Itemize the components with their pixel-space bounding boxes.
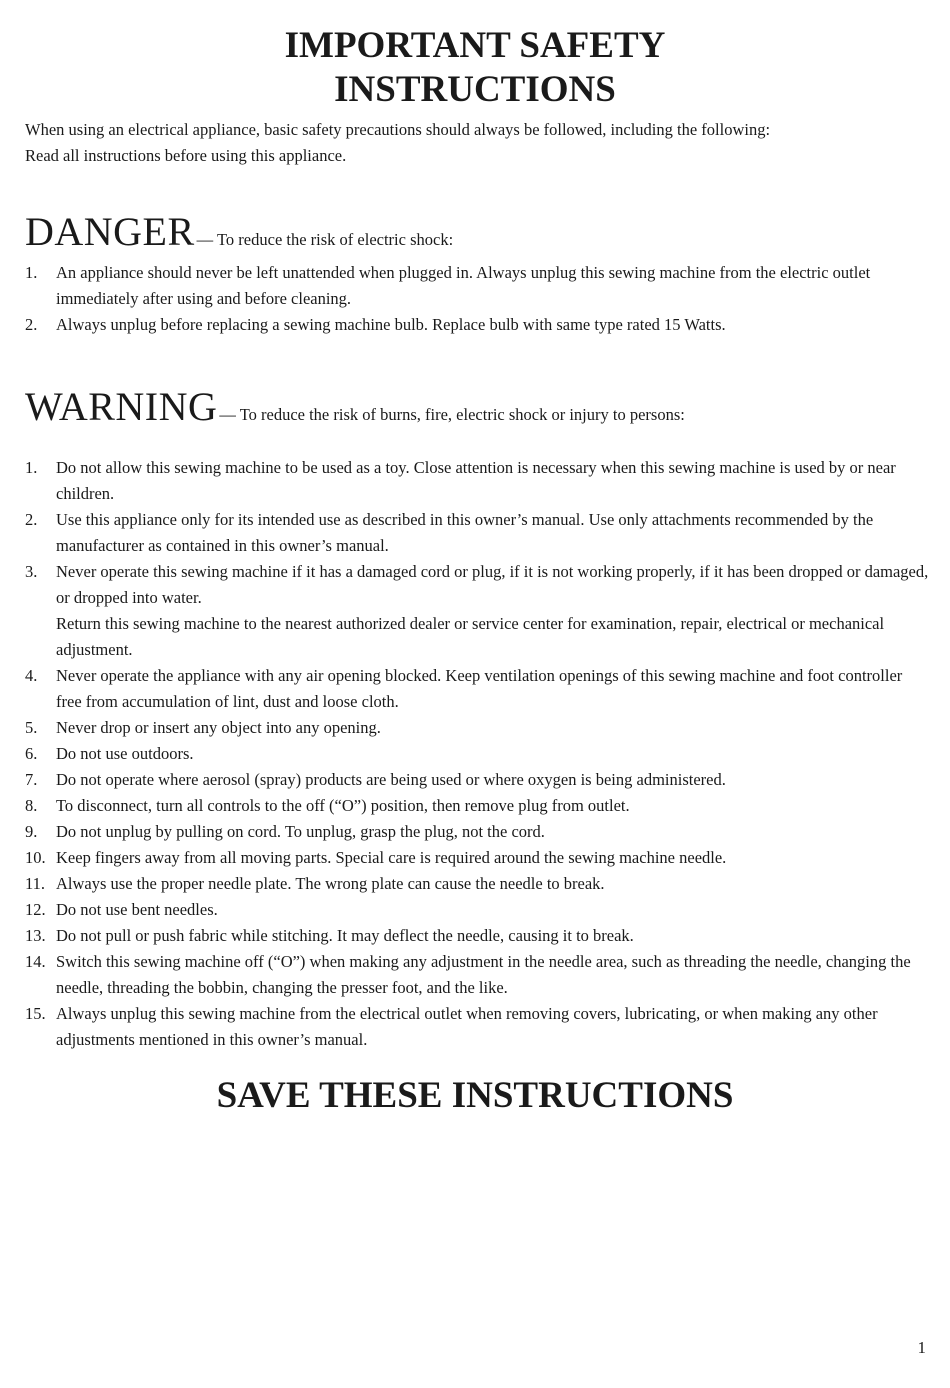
list-item-number: 9. bbox=[25, 822, 38, 841]
list-item bbox=[25, 559, 930, 663]
list-item bbox=[25, 260, 930, 312]
list-item-number: 6. bbox=[25, 744, 38, 763]
list-item-number: 7. bbox=[25, 770, 38, 789]
warning-list bbox=[25, 455, 930, 1053]
list-item bbox=[25, 949, 930, 1001]
list-item bbox=[25, 871, 930, 897]
list-item-number: 13. bbox=[25, 926, 46, 945]
list-item-text: Do not pull or push fabric while stitching. It may deflect the needle, causing it to break. bbox=[56, 926, 634, 945]
list-item-number: 1. bbox=[25, 458, 38, 477]
list-item-text: Never operate this sewing machine if it has a damaged cord or plug, if it is not working properly, if it has been dropped or damaged, or dropped into water. bbox=[56, 562, 929, 607]
page-title bbox=[0, 24, 950, 112]
page-number: 1 bbox=[917, 1338, 926, 1357]
list-item bbox=[25, 663, 930, 715]
list-item-text: Do not use bent needles. bbox=[56, 900, 218, 919]
list-item-number: 10. bbox=[25, 848, 46, 867]
save-instructions-heading: SAVE THESE INSTRUCTIONS bbox=[216, 1075, 734, 1116]
list-item-text: Never drop or insert any object into any opening. bbox=[56, 718, 381, 737]
list-item-number: 5. bbox=[25, 718, 38, 737]
list-item-text: Do not use outdoors. bbox=[56, 744, 194, 763]
list-item-number: 11. bbox=[25, 874, 46, 893]
list-item-text: Keep fingers away from all moving parts. Special care is required around the sewing machine needle. bbox=[56, 848, 727, 867]
list-item-text: Never operate the appliance with any air opening blocked. Keep ventilation openings of this sewing machine and foot controller free from accumulation of lint, dust and loose cloth. bbox=[56, 666, 903, 711]
list-item bbox=[25, 455, 930, 507]
list-item bbox=[25, 507, 930, 559]
list-item-number: 3. bbox=[25, 562, 38, 581]
list-item-number: 12. bbox=[25, 900, 46, 919]
list-item-text: Always unplug this sewing machine from the electrical outlet when removing covers, lubricating, or when making any other adjustments mentioned in this owner’s manual. bbox=[56, 1004, 878, 1049]
list-item bbox=[25, 923, 930, 949]
list-item-text: Switch this sewing machine off (“O”) when making any adjustment in the needle area, such as threading the needle, changing the needle, threading the bobbin, changing the presser foot, and the like. bbox=[56, 952, 911, 997]
list-item-number: 15. bbox=[25, 1004, 46, 1023]
danger-heading bbox=[25, 208, 453, 255]
list-item bbox=[25, 1001, 930, 1053]
page-title-line-2: INSTRUCTIONS bbox=[334, 69, 616, 110]
danger-subtitle: — To reduce the risk of electric shock: bbox=[196, 230, 454, 249]
list-item-number: 2. bbox=[25, 510, 38, 529]
list-item-text: Use this appliance only for its intended use as described in this owner’s manual. Use only attachments recommended by the manufacturer as contained in this owner’s manual. bbox=[56, 510, 874, 555]
danger-list bbox=[25, 260, 930, 338]
warning-heading bbox=[25, 383, 685, 430]
page-title-line-1: IMPORTANT SAFETY bbox=[284, 25, 666, 66]
intro-line-2: Read all instructions before using this appliance. bbox=[25, 146, 347, 165]
list-item-number: 2. bbox=[25, 315, 38, 334]
intro-line-1: When using an electrical appliance, basic safety precautions should always be followed, including the following: bbox=[25, 120, 771, 139]
list-item bbox=[25, 741, 930, 767]
list-item-text: Do not unplug by pulling on cord. To unplug, grasp the plug, not the cord. bbox=[56, 822, 545, 841]
list-item-number: 4. bbox=[25, 666, 38, 685]
list-item bbox=[25, 715, 930, 741]
list-item bbox=[25, 845, 930, 871]
list-item-text: Always use the proper needle plate. The wrong plate can cause the needle to break. bbox=[56, 874, 605, 893]
list-item bbox=[25, 312, 930, 338]
list-item-text: An appliance should never be left unattended when plugged in. Always unplug this sewing machine from the electric outlet immediately after using and before cleaning. bbox=[56, 263, 871, 308]
list-item bbox=[25, 767, 930, 793]
list-item-text: Do not allow this sewing machine to be used as a toy. Close attention is necessary when this sewing machine is used by or near children. bbox=[56, 458, 896, 503]
list-item-number: 8. bbox=[25, 796, 38, 815]
list-item-extra-text: Return this sewing machine to the nearest authorized dealer or service center for examination, repair, electrical or mechanical adjustment. bbox=[56, 614, 885, 659]
list-item-number: 1. bbox=[25, 263, 38, 282]
warning-subtitle: — To reduce the risk of burns, fire, electric shock or injury to persons: bbox=[219, 405, 685, 424]
intro-paragraph bbox=[25, 117, 925, 169]
list-item bbox=[25, 819, 930, 845]
list-item-number: 14. bbox=[25, 952, 46, 971]
list-item-text: Do not operate where aerosol (spray) products are being used or where oxygen is being administered. bbox=[56, 770, 726, 789]
list-item-text: To disconnect, turn all controls to the off (“O”) position, then remove plug from outlet. bbox=[56, 796, 630, 815]
list-item bbox=[25, 897, 930, 923]
list-item-text: Always unplug before replacing a sewing machine bulb. Replace bulb with same type rated 15 Watts. bbox=[56, 315, 726, 334]
danger-title: DANGER bbox=[25, 209, 195, 254]
list-item bbox=[25, 793, 930, 819]
warning-title: WARNING bbox=[25, 384, 218, 429]
